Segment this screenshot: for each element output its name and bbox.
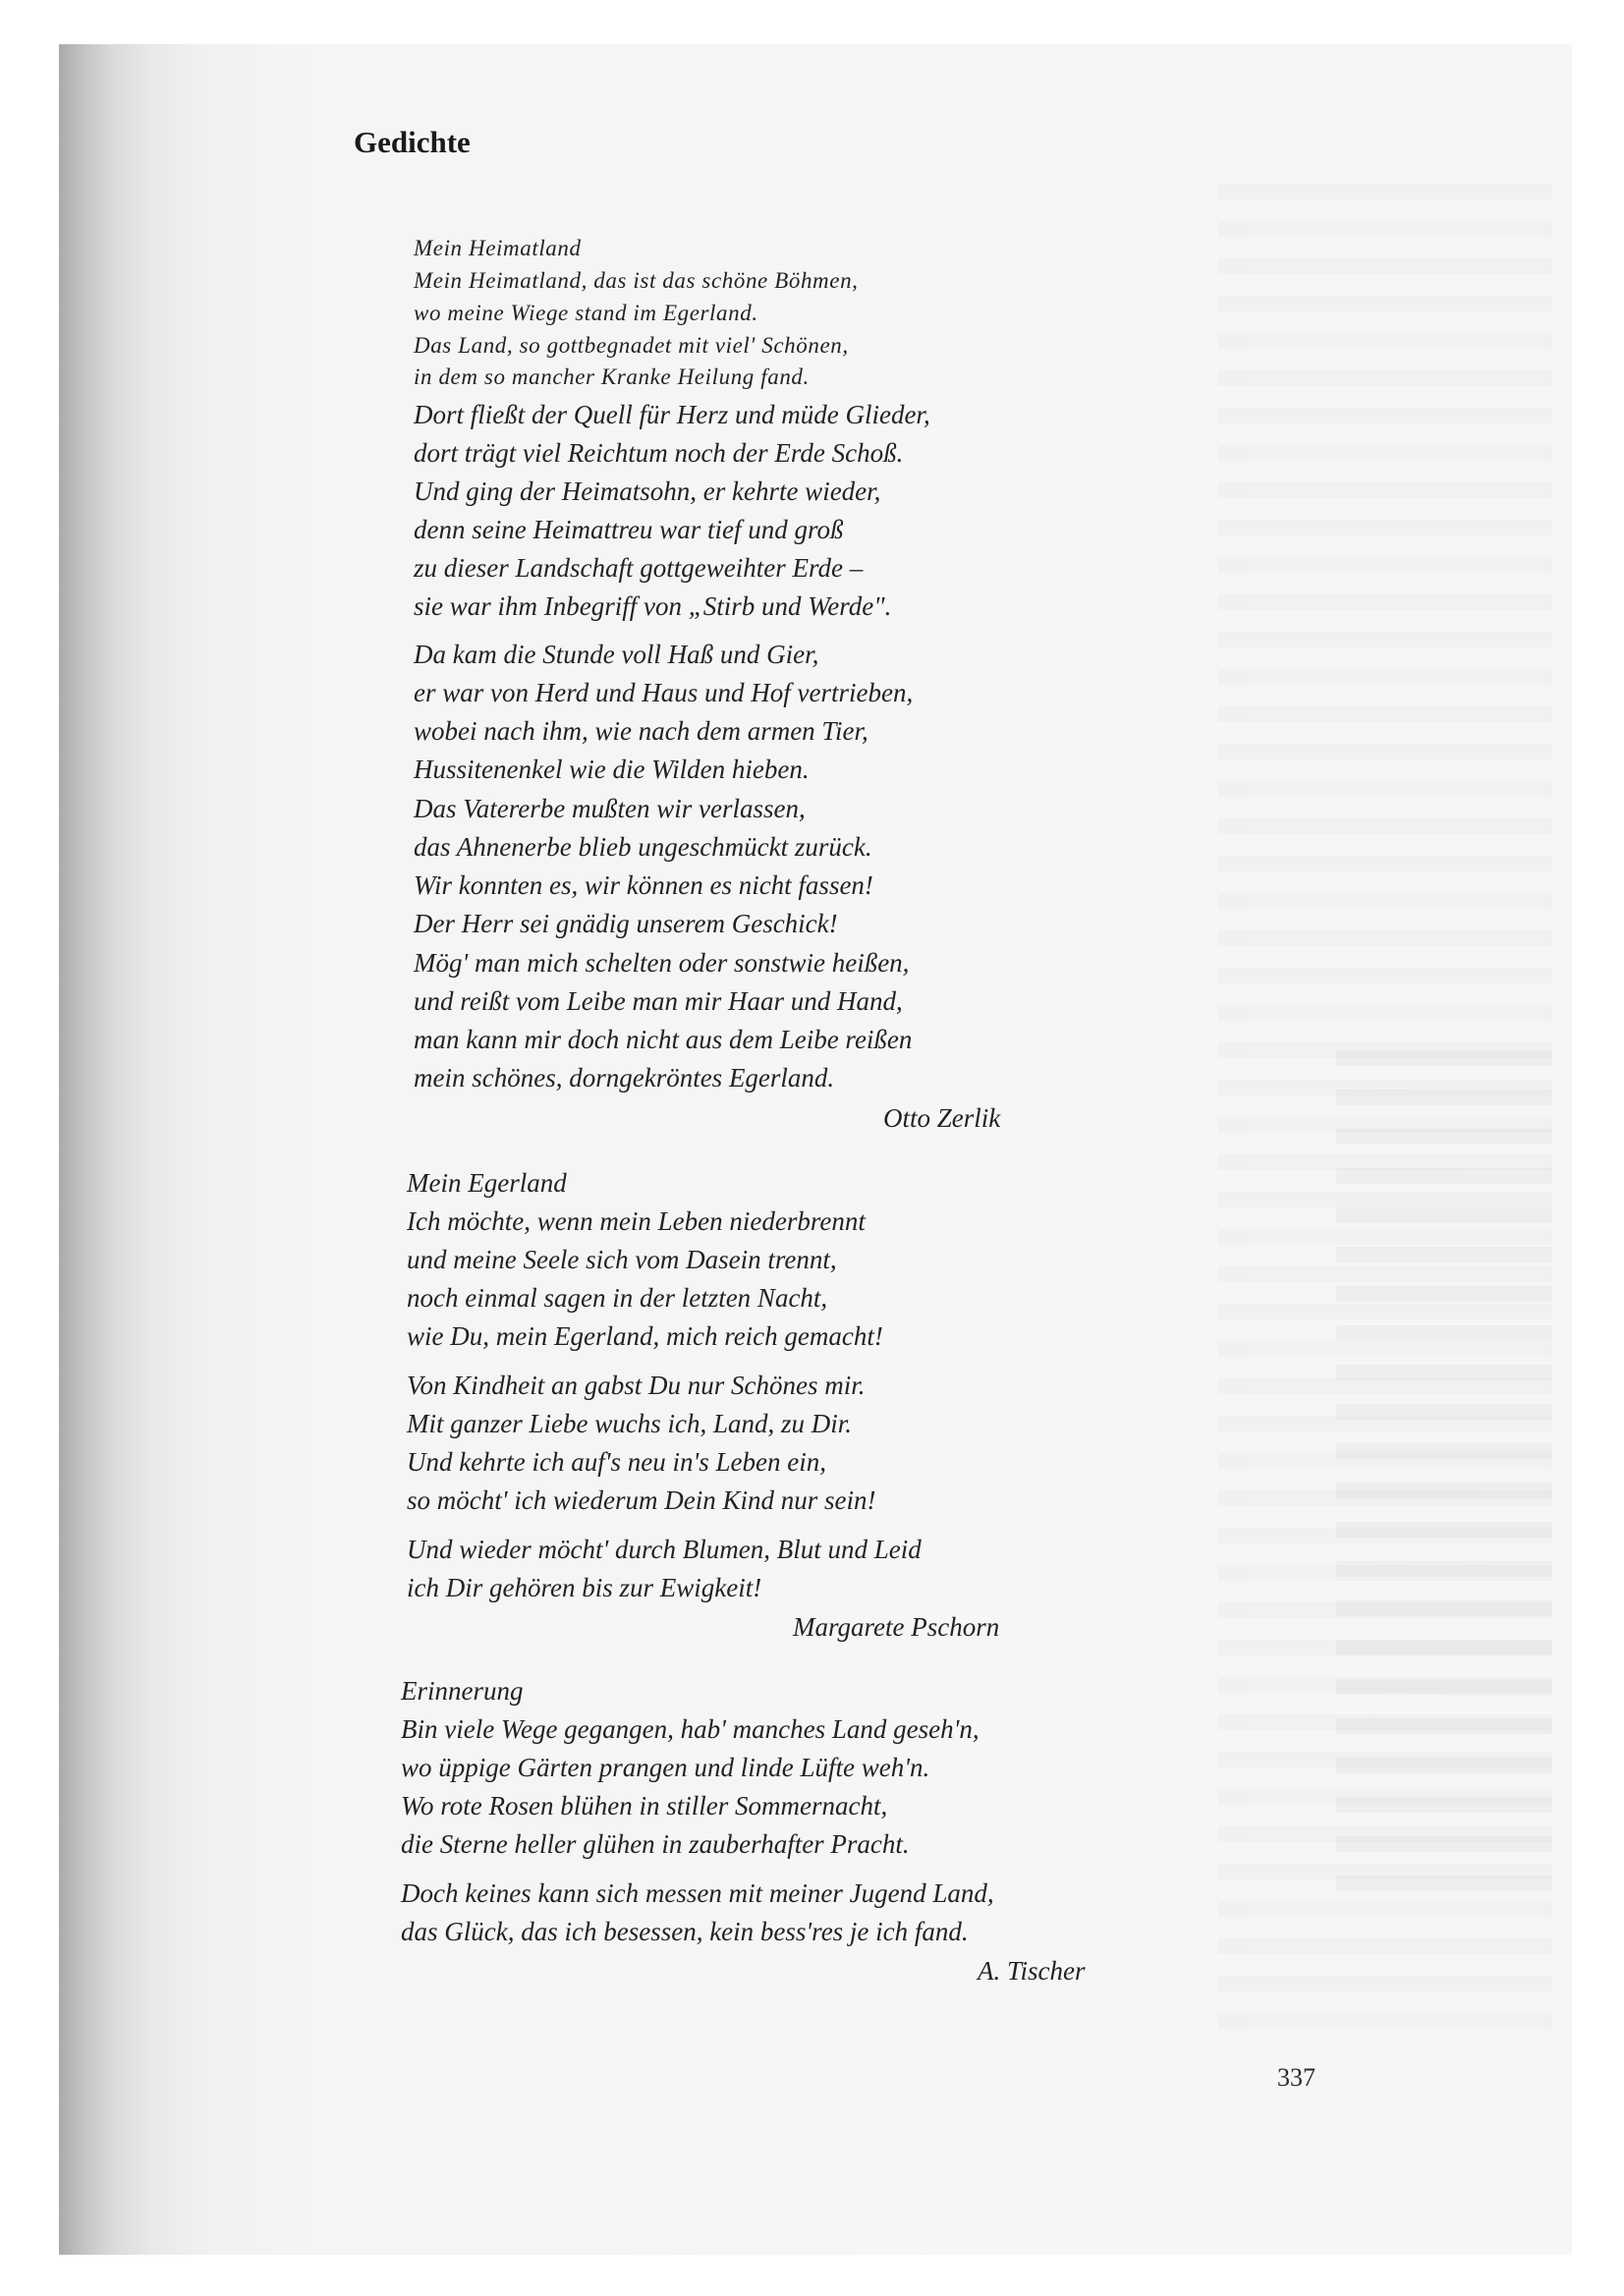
poem-line: wo üppige Gärten prangen und linde Lüfte weh'n.: [401, 1753, 930, 1782]
poem-line: Ich möchte, wenn mein Leben niederbrennt: [407, 1206, 866, 1236]
poem-line: Mit ganzer Liebe wuchs ich, Land, zu Dir.: [407, 1409, 853, 1438]
poem-line: in dem so mancher Kranke Heilung fand.: [414, 364, 810, 389]
poem-line: noch einmal sagen in der letzten Nacht,: [407, 1283, 828, 1313]
page-title: Gedichte: [354, 125, 471, 159]
poem-author: Margarete Pschorn: [793, 1612, 1000, 1642]
poem-line: die Sterne heller glühen in zauberhafter Pracht.: [401, 1829, 910, 1859]
bleed-through-text-lower: [1336, 1027, 1552, 1911]
poem-line: Und wieder möcht' durch Blumen, Blut und Leid: [407, 1535, 922, 1564]
poem-line: dort trägt viel Reichtum noch der Erde Schoß.: [414, 438, 904, 468]
poem-line: Mög' man mich schelten oder sonstwie heißen,: [414, 948, 910, 978]
page-number: 337: [1277, 2063, 1316, 2092]
poem-title: Mein Egerland: [407, 1168, 567, 1198]
poem-line: Wir konnten es, wir können es nicht fassen!: [414, 870, 873, 900]
poem-line: und meine Seele sich vom Dasein trennt,: [407, 1245, 837, 1274]
poem-line: ich Dir gehören bis zur Ewigkeit!: [407, 1573, 762, 1602]
poem-line: Dort fließt der Quell für Herz und müde Glieder,: [414, 400, 930, 429]
poem-line: Wo rote Rosen blühen in stiller Sommernacht,: [401, 1791, 888, 1820]
poem-title: Mein Heimatland: [414, 236, 582, 260]
poem-title: Erinnerung: [401, 1676, 524, 1706]
poem-line: er war von Herd und Haus und Hof vertrieben,: [414, 678, 914, 707]
poem-author: Otto Zerlik: [883, 1103, 1001, 1133]
poem-line: das Glück, das ich besessen, kein bess'res je ich fand.: [401, 1917, 969, 1946]
poem-line: Bin viele Wege gegangen, hab' manches Land geseh'n,: [401, 1714, 980, 1744]
poem-line: Von Kindheit an gabst Du nur Schönes mir.: [407, 1371, 866, 1400]
poem-line: sie war ihm Inbegriff von „Stirb und Werde".: [414, 591, 892, 621]
poem-line: Und ging der Heimatsohn, er kehrte wieder,: [414, 476, 881, 506]
poem-line: Der Herr sei gnädig unserem Geschick!: [414, 909, 838, 938]
poem-line: zu dieser Landschaft gottgeweihter Erde –: [414, 553, 864, 583]
poem-line: wo meine Wiege stand im Egerland.: [414, 301, 758, 325]
poem-line: mein schönes, dorngekröntes Egerland.: [414, 1063, 835, 1092]
poem-line: denn seine Heimattreu war tief und groß: [414, 515, 844, 544]
poem-line: Und kehrte ich auf's neu in's Leben ein,: [407, 1447, 826, 1477]
poem-line: Da kam die Stunde voll Haß und Gier,: [414, 640, 819, 669]
poem-line: Hussitenenkel wie die Wilden hieben.: [414, 755, 810, 784]
poem-line: wobei nach ihm, wie nach dem armen Tier,: [414, 716, 868, 746]
poem-line: Das Vatererbe mußten wir verlassen,: [414, 794, 806, 823]
poem-line: wie Du, mein Egerland, mich reich gemacht!: [407, 1321, 883, 1351]
poem-author: A. Tischer: [978, 1956, 1086, 1986]
poem-line: man kann mir doch nicht aus dem Leibe reißen: [414, 1025, 913, 1054]
poem-line: Das Land, so gottbegnadet mit viel' Schönen,: [414, 333, 849, 358]
poem-line: Doch keines kann sich messen mit meiner Jugend Land,: [401, 1878, 994, 1908]
poem-line: und reißt vom Leibe man mir Haar und Hand,: [414, 986, 903, 1016]
poem-line: so möcht' ich wiederum Dein Kind nur sein!: [407, 1485, 876, 1515]
poem-line: das Ahnenerbe blieb ungeschmückt zurück.: [414, 832, 872, 862]
poem-line: Mein Heimatland, das ist das schöne Böhmen,: [414, 268, 859, 293]
